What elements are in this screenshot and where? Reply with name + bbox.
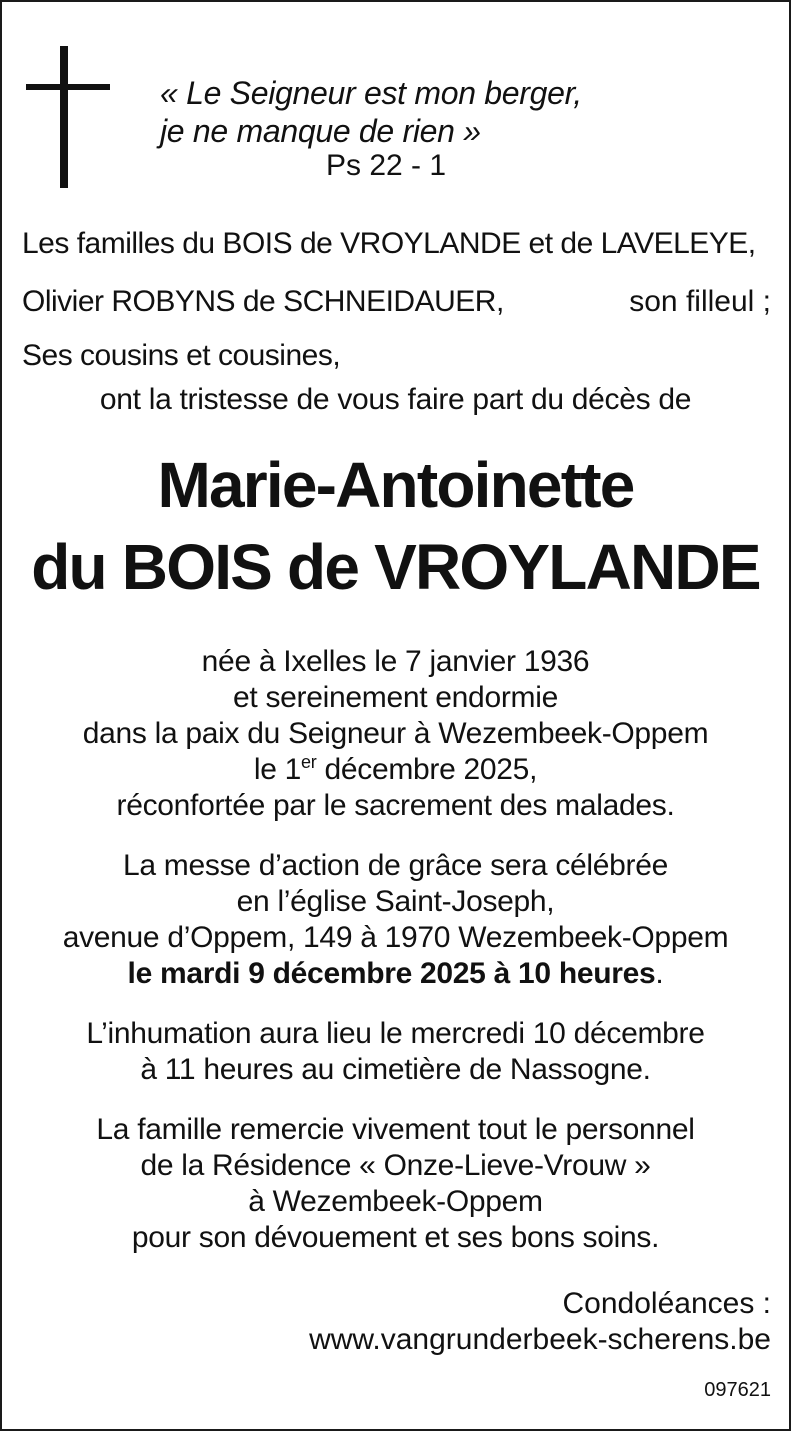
mass-line-2: en l’église Saint-Joseph, (236, 885, 555, 918)
announcement-line: ont la tristesse de vous faire part du décès de (99, 383, 692, 416)
bible-quote (160, 74, 582, 150)
mass-line-1: La messe d’action de grâce sera célébrée (123, 849, 668, 882)
death-date-line (2, 752, 789, 788)
godson-name: Olivier ROBYNS de SCHNEIDAUER, (22, 285, 504, 318)
death-date-suffix: décembre 2025, (316, 753, 538, 786)
cross-icon (26, 46, 110, 188)
thanks-line-3: à Wezembeek-Oppem (248, 1185, 543, 1218)
thanks-line-1: La famille remercie vivement tout le personnel (96, 1113, 695, 1146)
deceased-first-name: Marie-Antoinette (157, 449, 634, 521)
mass-date: le mardi 9 décembre 2025 à 10 heures (127, 957, 656, 990)
details-line-3: dans la paix du Seigneur à Wezembeek-Oppem (82, 717, 709, 750)
details-line-5: réconfortée par le sacrement des malades. (116, 789, 675, 822)
burial-line-1: L’inhumation aura lieu le mercredi 10 décembre (86, 1017, 705, 1050)
birth-line: née à Ixelles le 7 janvier 1936 (201, 645, 590, 678)
details-line-2: et sereinement endormie (233, 681, 558, 714)
condolences-url[interactable]: www.vangrunderbeek-scherens.be (309, 1323, 771, 1356)
godson-relation: son filleul ; (629, 285, 771, 318)
quote-line-2: je ne manque de rien » (160, 113, 481, 149)
psalm-reference: Ps 22 - 1 (326, 149, 447, 182)
thanks-line-2: de la Résidence « Onze-Lieve-Vrouw » (140, 1149, 651, 1182)
cousins-line: Ses cousins et cousines, (22, 339, 341, 372)
mass-date-end: . (655, 957, 664, 990)
mass-date-line (2, 956, 789, 992)
families-line-1: Les familles du BOIS de VROYLANDE et de LAVELEYE, (22, 227, 756, 260)
death-date-prefix: le 1 (253, 753, 302, 786)
condolences-label: Condoléances : (562, 1287, 771, 1320)
death-date-superscript: er (301, 752, 317, 772)
quote-line-1: « Le Seigneur est mon berger, (160, 75, 582, 111)
thanks-line-4: pour son dévouement et ses bons soins. (131, 1221, 660, 1254)
reference-number: 097621 (704, 1379, 771, 1401)
mass-line-3: avenue d’Oppem, 149 à 1970 Wezembeek-Oppem (62, 921, 729, 954)
burial-line-2: à 11 heures au cimetière de Nassogne. (140, 1053, 651, 1086)
deceased-family-name: du BOIS de VROYLANDE (31, 531, 760, 603)
